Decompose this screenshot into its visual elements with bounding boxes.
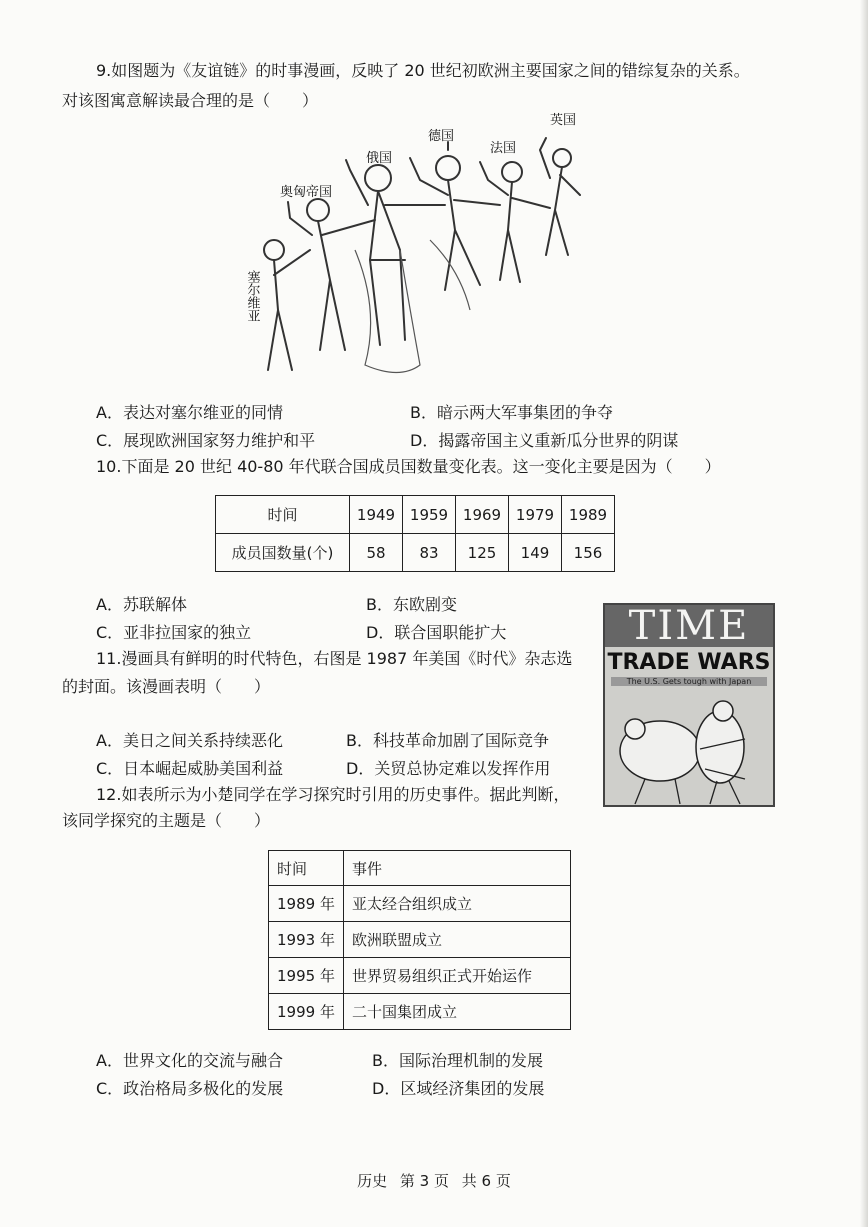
friendship-chain-cartoon — [244, 110, 595, 388]
event-year: 1999 年 — [269, 994, 344, 1030]
events-table — [268, 850, 571, 1030]
q11-option-d[interactable]: D．关贸总协定难以发挥作用 — [346, 759, 551, 778]
label-france: 法国 — [490, 141, 517, 156]
q9-stem-line2: 对该图寓意解读最合理的是（ ） — [62, 91, 319, 110]
event-name: 亚太经合组织成立 — [344, 886, 571, 922]
page-footer — [0, 1170, 868, 1191]
q11-stem-line2: 的封面。该漫画表明（ ） — [62, 677, 271, 696]
event-year: 1989 年 — [269, 886, 344, 922]
table-row — [269, 886, 571, 922]
q11-option-b[interactable]: B．科技革命加剧了国际竞争 — [346, 731, 549, 750]
year-cell: 1949 — [350, 496, 403, 534]
sumo-wrestlers-illustration — [605, 689, 773, 807]
event-name: 欧洲联盟成立 — [344, 922, 571, 958]
scan-edge-shadow — [860, 0, 868, 1227]
table-header-row — [269, 851, 571, 886]
magazine-headline: TRADE WARS — [607, 650, 771, 675]
event-year: 1995 年 — [269, 958, 344, 994]
q9-cartoon — [244, 110, 595, 388]
q9-option-d[interactable]: D．揭露帝国主义重新瓜分世界的阴谋 — [410, 431, 679, 450]
q9-option-b[interactable]: B．暗示两大军事集团的争夺 — [410, 403, 613, 422]
q10-option-d[interactable]: D．联合国职能扩大 — [366, 623, 507, 642]
un-membership-table — [215, 495, 615, 572]
q10-option-c[interactable]: C．亚非拉国家的独立 — [96, 623, 252, 642]
q12-stem-line1: 12.如表所示为小楚同学在学习探究时引用的历史事件。据此判断， — [96, 785, 570, 804]
event-name: 二十国集团成立 — [344, 994, 571, 1030]
q11-stem-line1: 11.漫画具有鲜明的时代特色，右图是 1987 年美国《时代》杂志选 — [96, 649, 573, 668]
label-russia: 俄国 — [366, 151, 393, 166]
q12-option-c[interactable]: C．政治格局多极化的发展 — [96, 1079, 284, 1098]
label-serbia — [245, 270, 261, 322]
q10-stem: 10.下面是 20 世纪 40-80 年代联合国成员国数量变化表。这一变化主要是因为（ ） — [96, 457, 721, 476]
column-header-time: 时间 — [269, 851, 344, 886]
magazine-subtitle: The U.S. Gets tough with Japan — [611, 677, 767, 686]
q12-option-d[interactable]: D．区域经济集团的发展 — [372, 1079, 545, 1098]
footer-total: 共 6 页 — [461, 1172, 511, 1190]
table-row-header: 时间 — [216, 496, 350, 534]
q11-option-a[interactable]: A．美日之间关系持续恶化 — [96, 731, 283, 750]
label-germany: 德国 — [428, 129, 455, 144]
table-row-header: 成员国数量(个) — [216, 534, 350, 572]
table-row — [269, 922, 571, 958]
event-name: 世界贸易组织正式开始运作 — [344, 958, 571, 994]
column-header-event: 事件 — [344, 851, 571, 886]
year-cell: 1979 — [509, 496, 562, 534]
count-cell: 58 — [350, 534, 403, 572]
year-cell: 1959 — [403, 496, 456, 534]
magazine-title: TIME — [605, 605, 773, 647]
count-cell: 83 — [403, 534, 456, 572]
q9-option-a[interactable]: A．表达对塞尔维亚的同情 — [96, 403, 283, 422]
footer-subject: 历史 — [357, 1172, 388, 1190]
count-cell: 125 — [456, 534, 509, 572]
count-cell: 156 — [562, 534, 615, 572]
table-row — [216, 496, 615, 534]
label-austria-hungary: 奥匈帝国 — [280, 185, 333, 200]
q9-stem-line1: 9.如图题为《友谊链》的时事漫画，反映了 20 世纪初欧洲主要国家之间的错综复杂的关系。 — [96, 61, 750, 80]
q10-option-a[interactable]: A．苏联解体 — [96, 595, 187, 614]
footer-page: 第 3 页 — [399, 1172, 449, 1190]
q10-option-b[interactable]: B．东欧剧变 — [366, 595, 457, 614]
count-cell: 149 — [509, 534, 562, 572]
q12-option-b[interactable]: B．国际治理机制的发展 — [372, 1051, 543, 1070]
event-year: 1993 年 — [269, 922, 344, 958]
q12-stem-line2: 该同学探究的主题是（ ） — [62, 811, 271, 830]
table-row — [269, 958, 571, 994]
year-cell: 1989 — [562, 496, 615, 534]
q11-option-c[interactable]: C．日本崛起威胁美国利益 — [96, 759, 284, 778]
table-row — [216, 534, 615, 572]
svg-text:塞尔维亚: 塞尔维亚 — [244, 270, 260, 322]
time-magazine-cover — [603, 603, 775, 807]
table-row — [269, 994, 571, 1030]
label-britain: 英国 — [550, 113, 577, 128]
q12-option-a[interactable]: A．世界文化的交流与融合 — [96, 1051, 283, 1070]
q9-option-c[interactable]: C．展现欧洲国家努力维护和平 — [96, 431, 316, 450]
year-cell: 1969 — [456, 496, 509, 534]
